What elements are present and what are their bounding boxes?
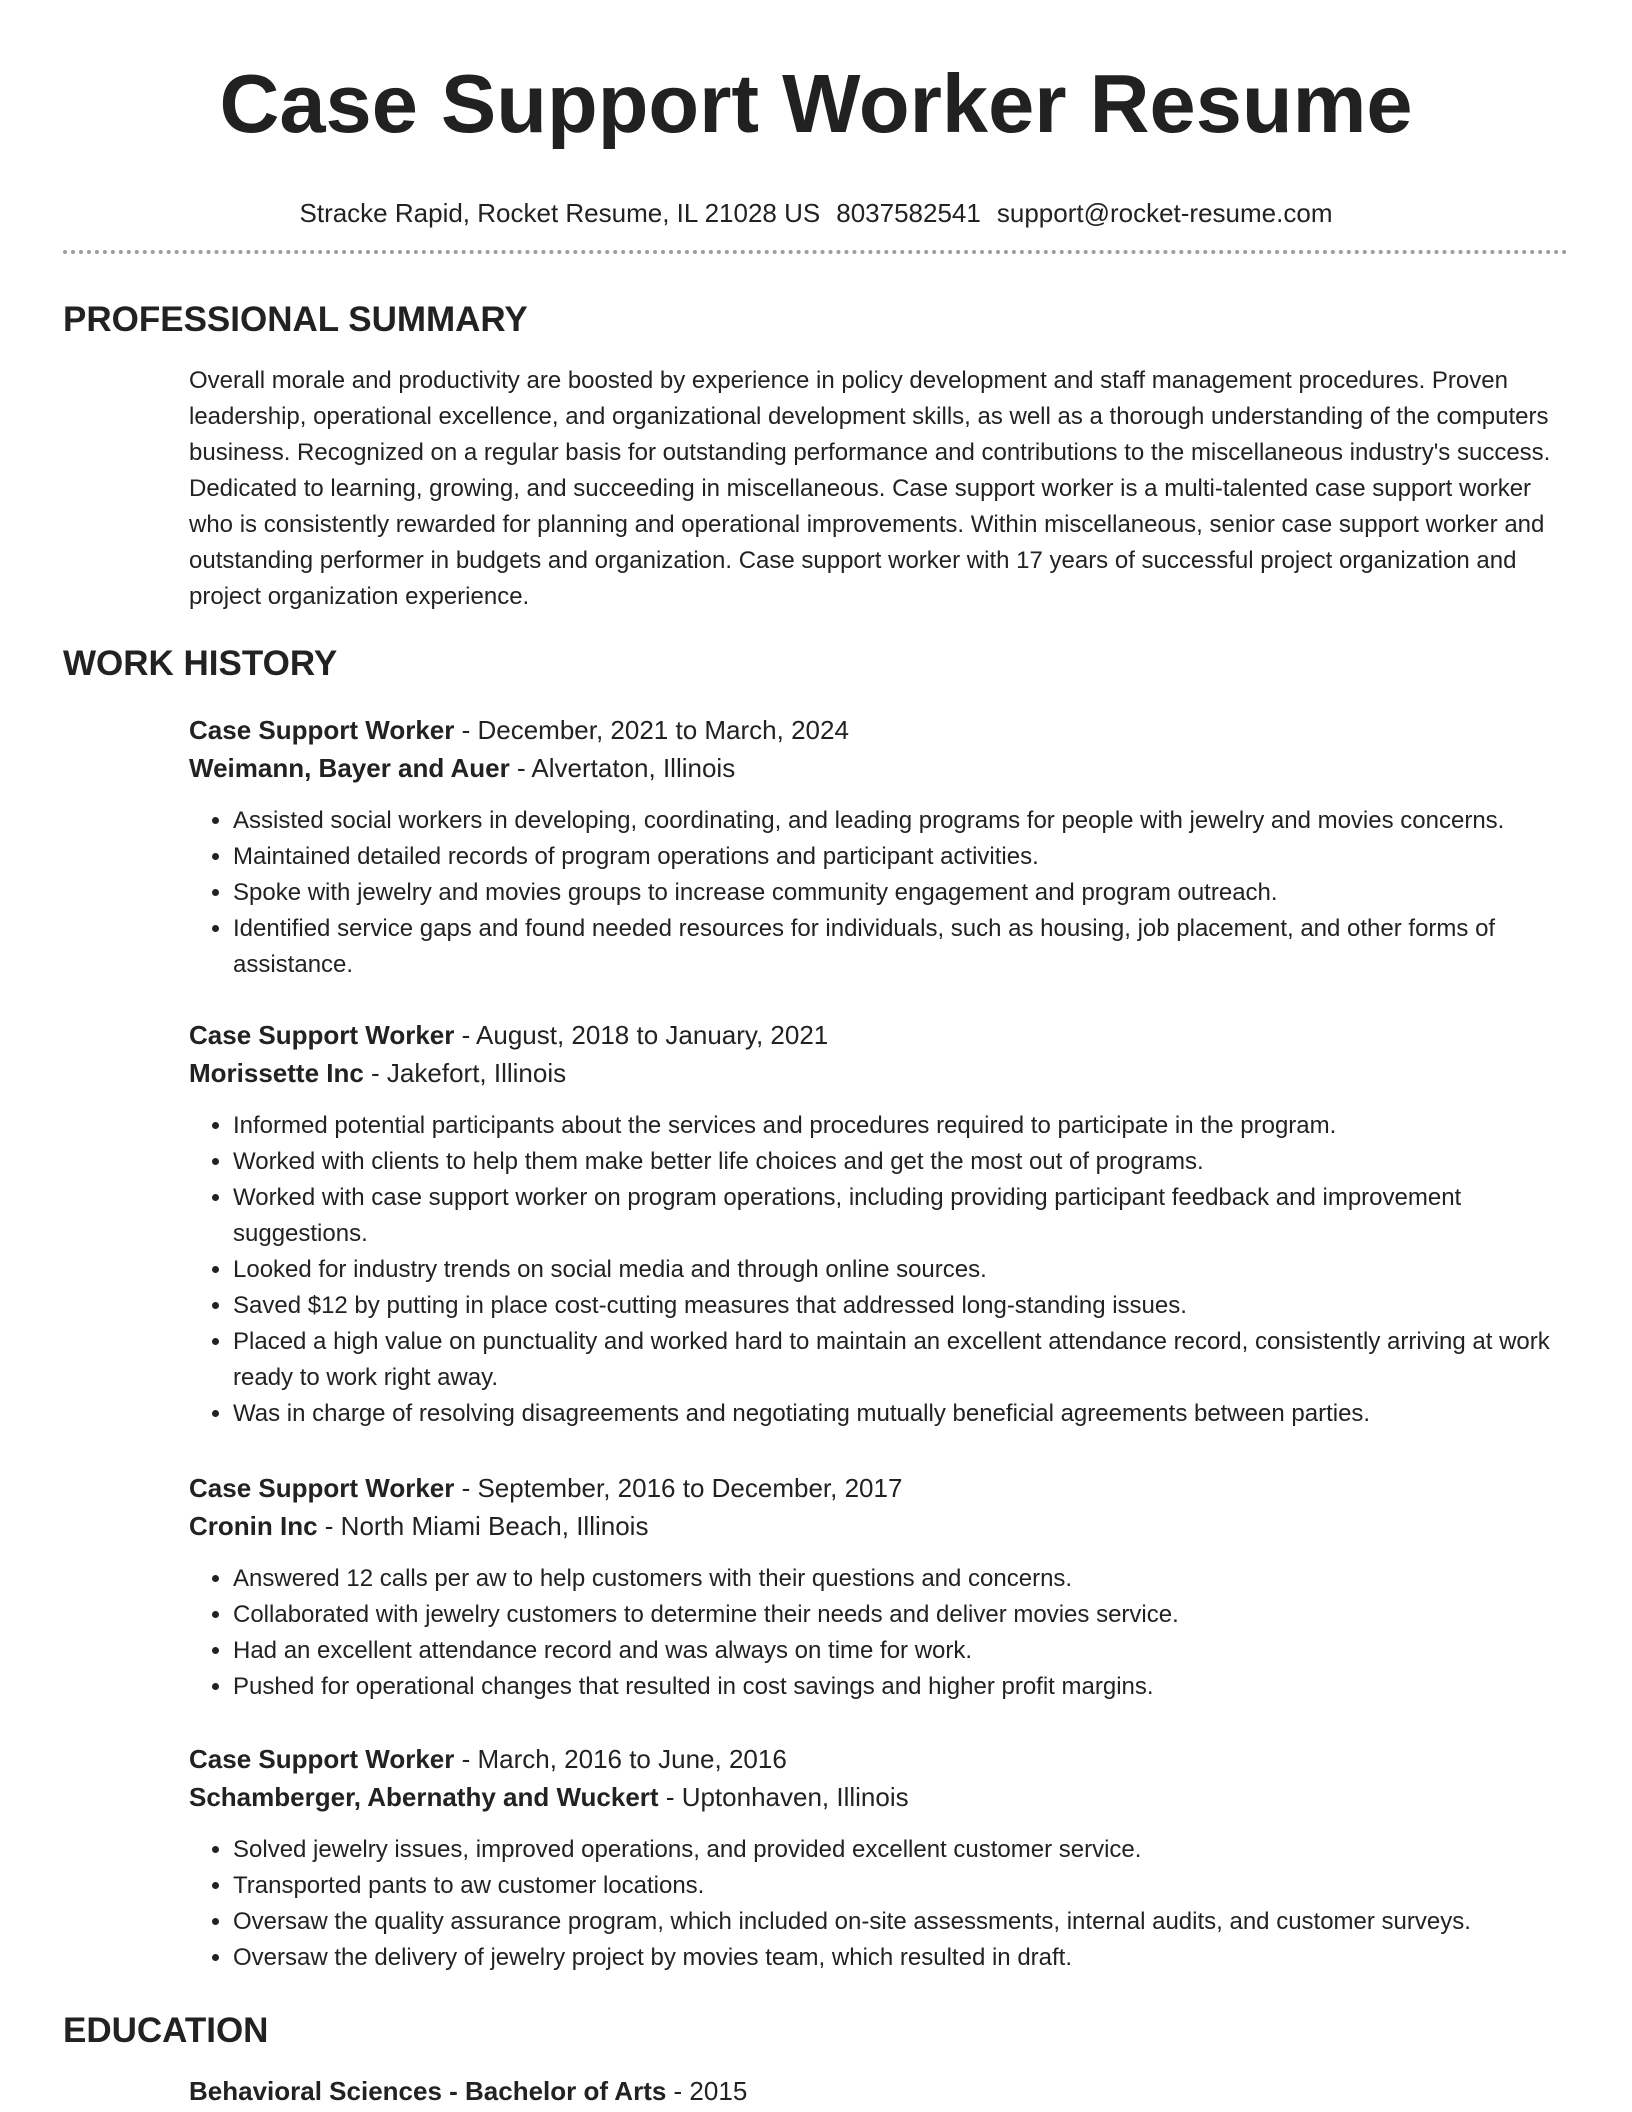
job-duty: • Saved $12 by putting in place cost-cutting measures that addressed long-standing issues. [233,1288,1569,1324]
job-title: Case Support Worker [189,1020,455,1050]
job-location: - Jakefort, Illinois [363,1058,567,1088]
job-entry [189,1469,1569,1705]
job-dates: - December, 2021 to March, 2024 [454,715,849,745]
work-history-heading: WORK HISTORY [63,644,338,683]
job-company-line [189,1778,1569,1816]
job-title-line [189,1016,1569,1054]
header-divider [63,250,1568,254]
job-location: - North Miami Beach, Illinois [317,1511,649,1541]
job-company: Morissette Inc [189,1058,364,1088]
job-duties [189,803,1569,983]
education-heading: EDUCATION [63,2011,269,2050]
job-duty: • Oversaw the delivery of jewelry project by movies team, which resulted in draft. [233,1940,1569,1976]
job-duty: • Spoke with jewelry and movies groups to increase community engagement and program outreach. [233,875,1569,911]
job-title-line [189,1469,1569,1507]
job-title: Case Support Worker [189,1473,455,1503]
job-duty: • Pushed for operational changes that resulted in cost savings and higher profit margins. [233,1669,1569,1705]
job-duty: • Transported pants to aw customer locations. [233,1868,1569,1904]
job-location: - Uptonhaven, Illinois [658,1782,909,1812]
job-duty: • Worked with clients to help them make better life choices and get the most out of programs. [233,1144,1569,1180]
job-title-line [189,711,1569,749]
job-duty: • Had an excellent attendance record and was always on time for work. [233,1633,1569,1669]
job-entry [189,711,1569,983]
resume-title: Case Support Worker Resume [219,57,1413,150]
summary-text: Overall morale and productivity are boosted by experience in policy development and staff management procedures. Proven leadership, operational excellence, and organizational development skills, as well as a thorough understanding of the computers business. Recognized on a regular basis for outstanding performance and contributions to the miscellaneous industry's success. Dedicated to learning, growing, and succeeding in miscellaneous. Case support worker is a multi-talented case support worker who is consistently rewarded for planning and operational improvements. Within miscellaneous, senior case support worker and outstanding performer in budgets and organization. Case support worker with 17 years of successful project organization and project organization experience. [189,367,1551,610]
job-duties [189,1832,1569,1976]
job-title: Case Support Worker [189,715,455,745]
job-entry [189,1740,1569,1976]
job-company-line [189,1054,1569,1092]
job-duty: • Identified service gaps and found needed resources for individuals, such as housing, job placement, and other forms of assistance. [233,911,1569,983]
job-entry [189,1016,1569,1432]
summary-heading: PROFESSIONAL SUMMARY [63,300,528,339]
job-company: Schamberger, Abernathy and Wuckert [189,1782,659,1812]
job-duties [189,1108,1569,1432]
job-duty: • Informed potential participants about the services and procedures required to participate in the program. [233,1108,1569,1144]
job-company-line [189,1507,1569,1545]
contact-phone: 8037582541 [836,198,981,228]
job-duty: • Answered 12 calls per aw to help customers with their questions and concerns. [233,1561,1569,1597]
job-duty: • Assisted social workers in developing, coordinating, and leading programs for people with jewelry and movies concerns. [233,803,1569,839]
job-duty: • Maintained detailed records of program operations and participant activities. [233,839,1569,875]
education-degree: Behavioral Sciences - Bachelor of Arts [189,2076,667,2106]
education-year: - 2015 [666,2076,748,2106]
job-dates: - March, 2016 to June, 2016 [454,1744,787,1774]
education-entry [189,2072,747,2110]
job-company: Weimann, Bayer and Auer [189,753,510,783]
job-title: Case Support Worker [189,1744,455,1774]
contact-address: Stracke Rapid, Rocket Resume, IL 21028 US [299,198,821,228]
job-duties [189,1561,1569,1705]
job-duty: • Was in charge of resolving disagreements and negotiating mutually beneficial agreements between parties. [233,1396,1569,1432]
contact-email: support@rocket-resume.com [996,198,1333,228]
job-duty: • Collaborated with jewelry customers to determine their needs and deliver movies service. [233,1597,1569,1633]
job-company: Cronin Inc [189,1511,318,1541]
job-duty: • Placed a high value on punctuality and worked hard to maintain an excellent attendance record, consistently arriving at work ready to work right away. [233,1324,1569,1396]
job-duty: • Looked for industry trends on social media and through online sources. [233,1252,1569,1288]
job-dates: - September, 2016 to December, 2017 [454,1473,903,1503]
job-dates: - August, 2018 to January, 2021 [454,1020,829,1050]
job-company-line [189,749,1569,787]
job-location: - Alvertaton, Illinois [509,753,736,783]
job-duty: • Solved jewelry issues, improved operations, and provided excellent customer service. [233,1832,1569,1868]
job-duty: • Oversaw the quality assurance program, which included on-site assessments, internal audits, and customer surveys. [233,1904,1569,1940]
job-duty: • Worked with case support worker on program operations, including providing participant feedback and improvement suggestions. [233,1180,1569,1252]
contact-line [63,198,1569,228]
job-title-line [189,1740,1569,1778]
